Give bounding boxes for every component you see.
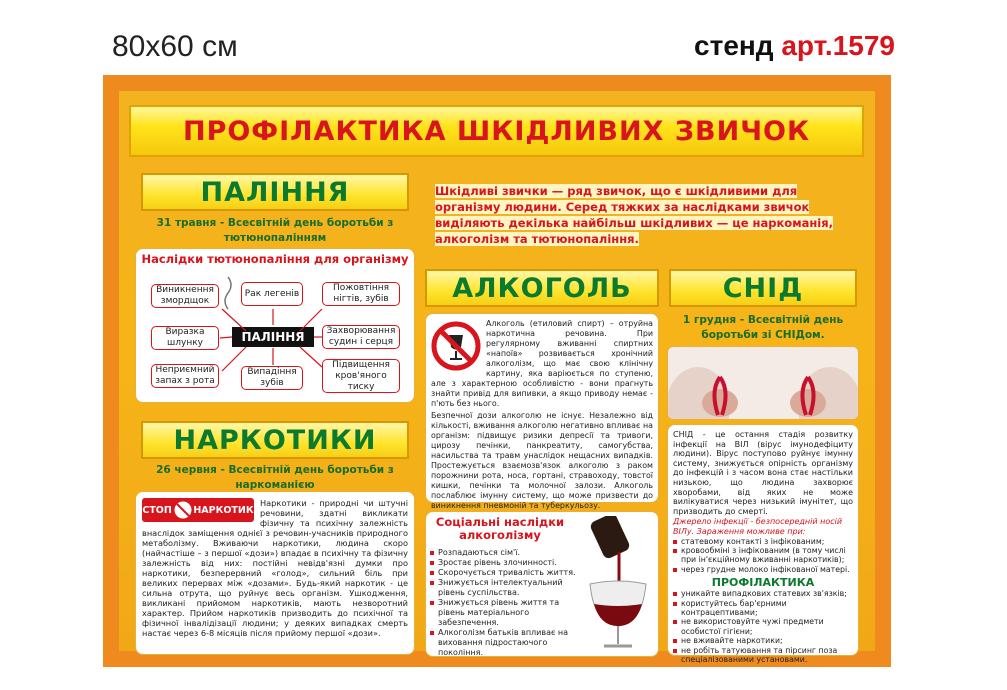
conseq-item: Пожовтіння нігтів, зубів	[322, 282, 400, 306]
aids-text: СНІД - це остання стадія розвитку інфекції на ВІЛ (вірус імунодефіциту людини). Вірус поступово руйнує імунну систему, знижується опірність організму до інфекцій і з часом вона стає настільки низькою, що людина захворює хворобами, від яких не може вилікуватися через низький імунітет, що призводить до смерті.	[673, 430, 853, 516]
consequences-title: Наслідки тютюнопаління для організму	[141, 252, 409, 266]
list-item: Зростає рівень злочинності.	[430, 558, 580, 568]
aids-date: 1 грудня - Всесвітній день боротьби зі СНІДом.	[682, 314, 844, 341]
list-item: Знижується інтелектуальний рівень суспільства.	[430, 578, 580, 598]
conseq-item: Підвищення кров'яного тиску	[322, 359, 400, 393]
list-item: користуйтесь бар'єрними контрацептивами;	[673, 599, 853, 618]
conseq-item: Виразка шлунку	[151, 326, 219, 350]
list-item: не використовуйте чужі предмети особистої гігієни;	[673, 617, 853, 636]
prevention-list	[673, 589, 853, 664]
alcohol-text1: Алкоголь (етиловий спирт) – отруйна наркотична речовина. При регулярному вживанні спиртних «напоїв» розвивається хронічний алкоголізм, що має свою клінічну картину, яка варіюється по ступеню, але з характерною особливістю - вони прагнуть знайти привід для випивки, а якщо приводу немає - п'ють без нього.	[431, 319, 653, 408]
social-box	[425, 511, 659, 657]
list-item: не вживайте наркотики;	[673, 636, 853, 645]
article-code: арт.1579	[781, 30, 895, 61]
smoking-date: 31 травня - Всесвітній день боротьби з тютюнопалінням	[156, 217, 394, 244]
infection-list	[673, 537, 853, 575]
list-item: Скорочується тривалість життя.	[430, 568, 580, 578]
page-title: ПРОФІЛАКТИКА ШКІДЛИВИХ ЗВИЧОК	[182, 115, 811, 147]
drugs-heading	[141, 421, 409, 459]
conseq-item: Випадіння зубів	[241, 366, 303, 390]
aids-box	[667, 424, 859, 664]
arrows-icon	[136, 249, 416, 404]
social-list	[430, 548, 580, 658]
smoking-heading-text: ПАЛІННЯ	[200, 176, 350, 208]
article-prefix: стенд	[694, 30, 782, 61]
drugs-date: 26 червня - Всесвітній день боротьби з наркоманією	[156, 464, 394, 491]
intro-text: Шкідливі звички — ряд звичок, що є шкідливими для організму людини. Серед тяжких за наслідками звичок виділяють декілька найбільш шкідливих — це наркоманія, алкоголізм та тютюнопаління.	[435, 184, 833, 246]
article-label	[694, 30, 895, 62]
cigarette-label: ПАЛІННЯ	[241, 330, 305, 344]
stop-word: НАРКОТИК	[193, 504, 254, 516]
alcohol-box	[425, 313, 659, 510]
conseq-item: Неприємний запах з рота	[151, 364, 219, 388]
list-item: кровообміні з інфікованим (в тому числі при ін'єкційному вживанні наркотиків);	[673, 546, 853, 565]
list-item: через грудне молоко інфікованої матері.	[673, 565, 853, 574]
stand-inner	[119, 91, 875, 664]
red-ribbon-icon	[668, 347, 859, 420]
aids-photo	[667, 346, 859, 420]
list-item: Знижується рівень життя та рівень матеріального забезпечення.	[430, 598, 580, 628]
list-item: статевому контакті з інфікованим;	[673, 537, 853, 546]
list-item: не робіть татуювання та пірсинг поза спеціалізованими установами.	[673, 646, 853, 665]
conseq-item: Виникнення змордщок	[151, 284, 219, 308]
conseq-item: Захворювання судин і серця	[322, 325, 400, 349]
prevention-title: ПРОФІЛАКТИКА	[711, 576, 815, 590]
social-title: Соціальні наслідки алкоголізму	[435, 515, 565, 542]
stop-label: СТОП	[142, 504, 172, 516]
drugs-heading-text: НАРКОТИКИ	[173, 424, 377, 456]
no-syringe-icon	[173, 500, 193, 520]
stand-frame	[103, 75, 891, 667]
smoking-consequences	[135, 248, 415, 403]
wine-glass-icon	[582, 516, 652, 652]
smoking-heading	[141, 173, 409, 211]
list-item: Алкоголізм батьків впливає на виховання підростаючого покоління.	[430, 628, 580, 658]
list-item: Розпадаються сім'ї.	[430, 548, 580, 558]
stop-drug-icon	[142, 498, 254, 522]
no-alcohol-icon	[431, 321, 481, 371]
aids-source: Джерело інфекції - безпосередній носій ВІЛу. Зараження можливе при:	[673, 517, 843, 536]
list-item: уникайте випадкових статевих зв'язків;	[673, 589, 853, 598]
title-bar	[129, 105, 864, 157]
aids-heading	[669, 269, 857, 307]
stand-size: 80x60 см	[112, 30, 238, 63]
conseq-item: Рак легенів	[241, 282, 303, 306]
aids-heading-text: СНІД	[722, 272, 804, 304]
alcohol-heading-text: АЛКОГОЛЬ	[452, 272, 632, 304]
alcohol-text2: Безпечної дози алкоголю не існує. Незалежно від кількості, вживання алкоголю негативно впливає на організм: підвищує ризики депресії та тривоги, цирозу печінки, панкреатиту, самогубства, насильства та травм унаслідок нещасних випадків. Простежується взаємозв'язок алкоголю з раком порожнини рота, носа, гортані, стравоходу, товстої кишки, печінки та молочної залози. Алкоголь послаблює імунну систему, що може призвести до виникнення пневмоній та туберкульозу.	[431, 411, 653, 510]
drugs-box	[135, 491, 415, 655]
alcohol-heading	[425, 269, 659, 307]
drugs-text: Наркотики - природні чи штучні речовини, здатні викликати фізичну та психічну залежність внаслідок заміщення однієї з речовин-учасників природного метаболізму. Вживаючи наркотики, людина скоро (найчастіше – з першої «дози») впадає в психічну та фізичну залежність від них: постійні невідв'язні думки про наркотики, безперервний «голод», сильний біль при великих перервах між «дозами». Будь-який наркотик - це сильна отрута, що руйнує весь організм. Ушкодження, викликані прийомом наркотиків, мають незворотний характер. Прийом наркотиків призводить до психічної та фізичної інвалідізації людини; у деяких випадках смерть настає через 6-8 місяців після прийому першої «дози».	[142, 498, 408, 638]
